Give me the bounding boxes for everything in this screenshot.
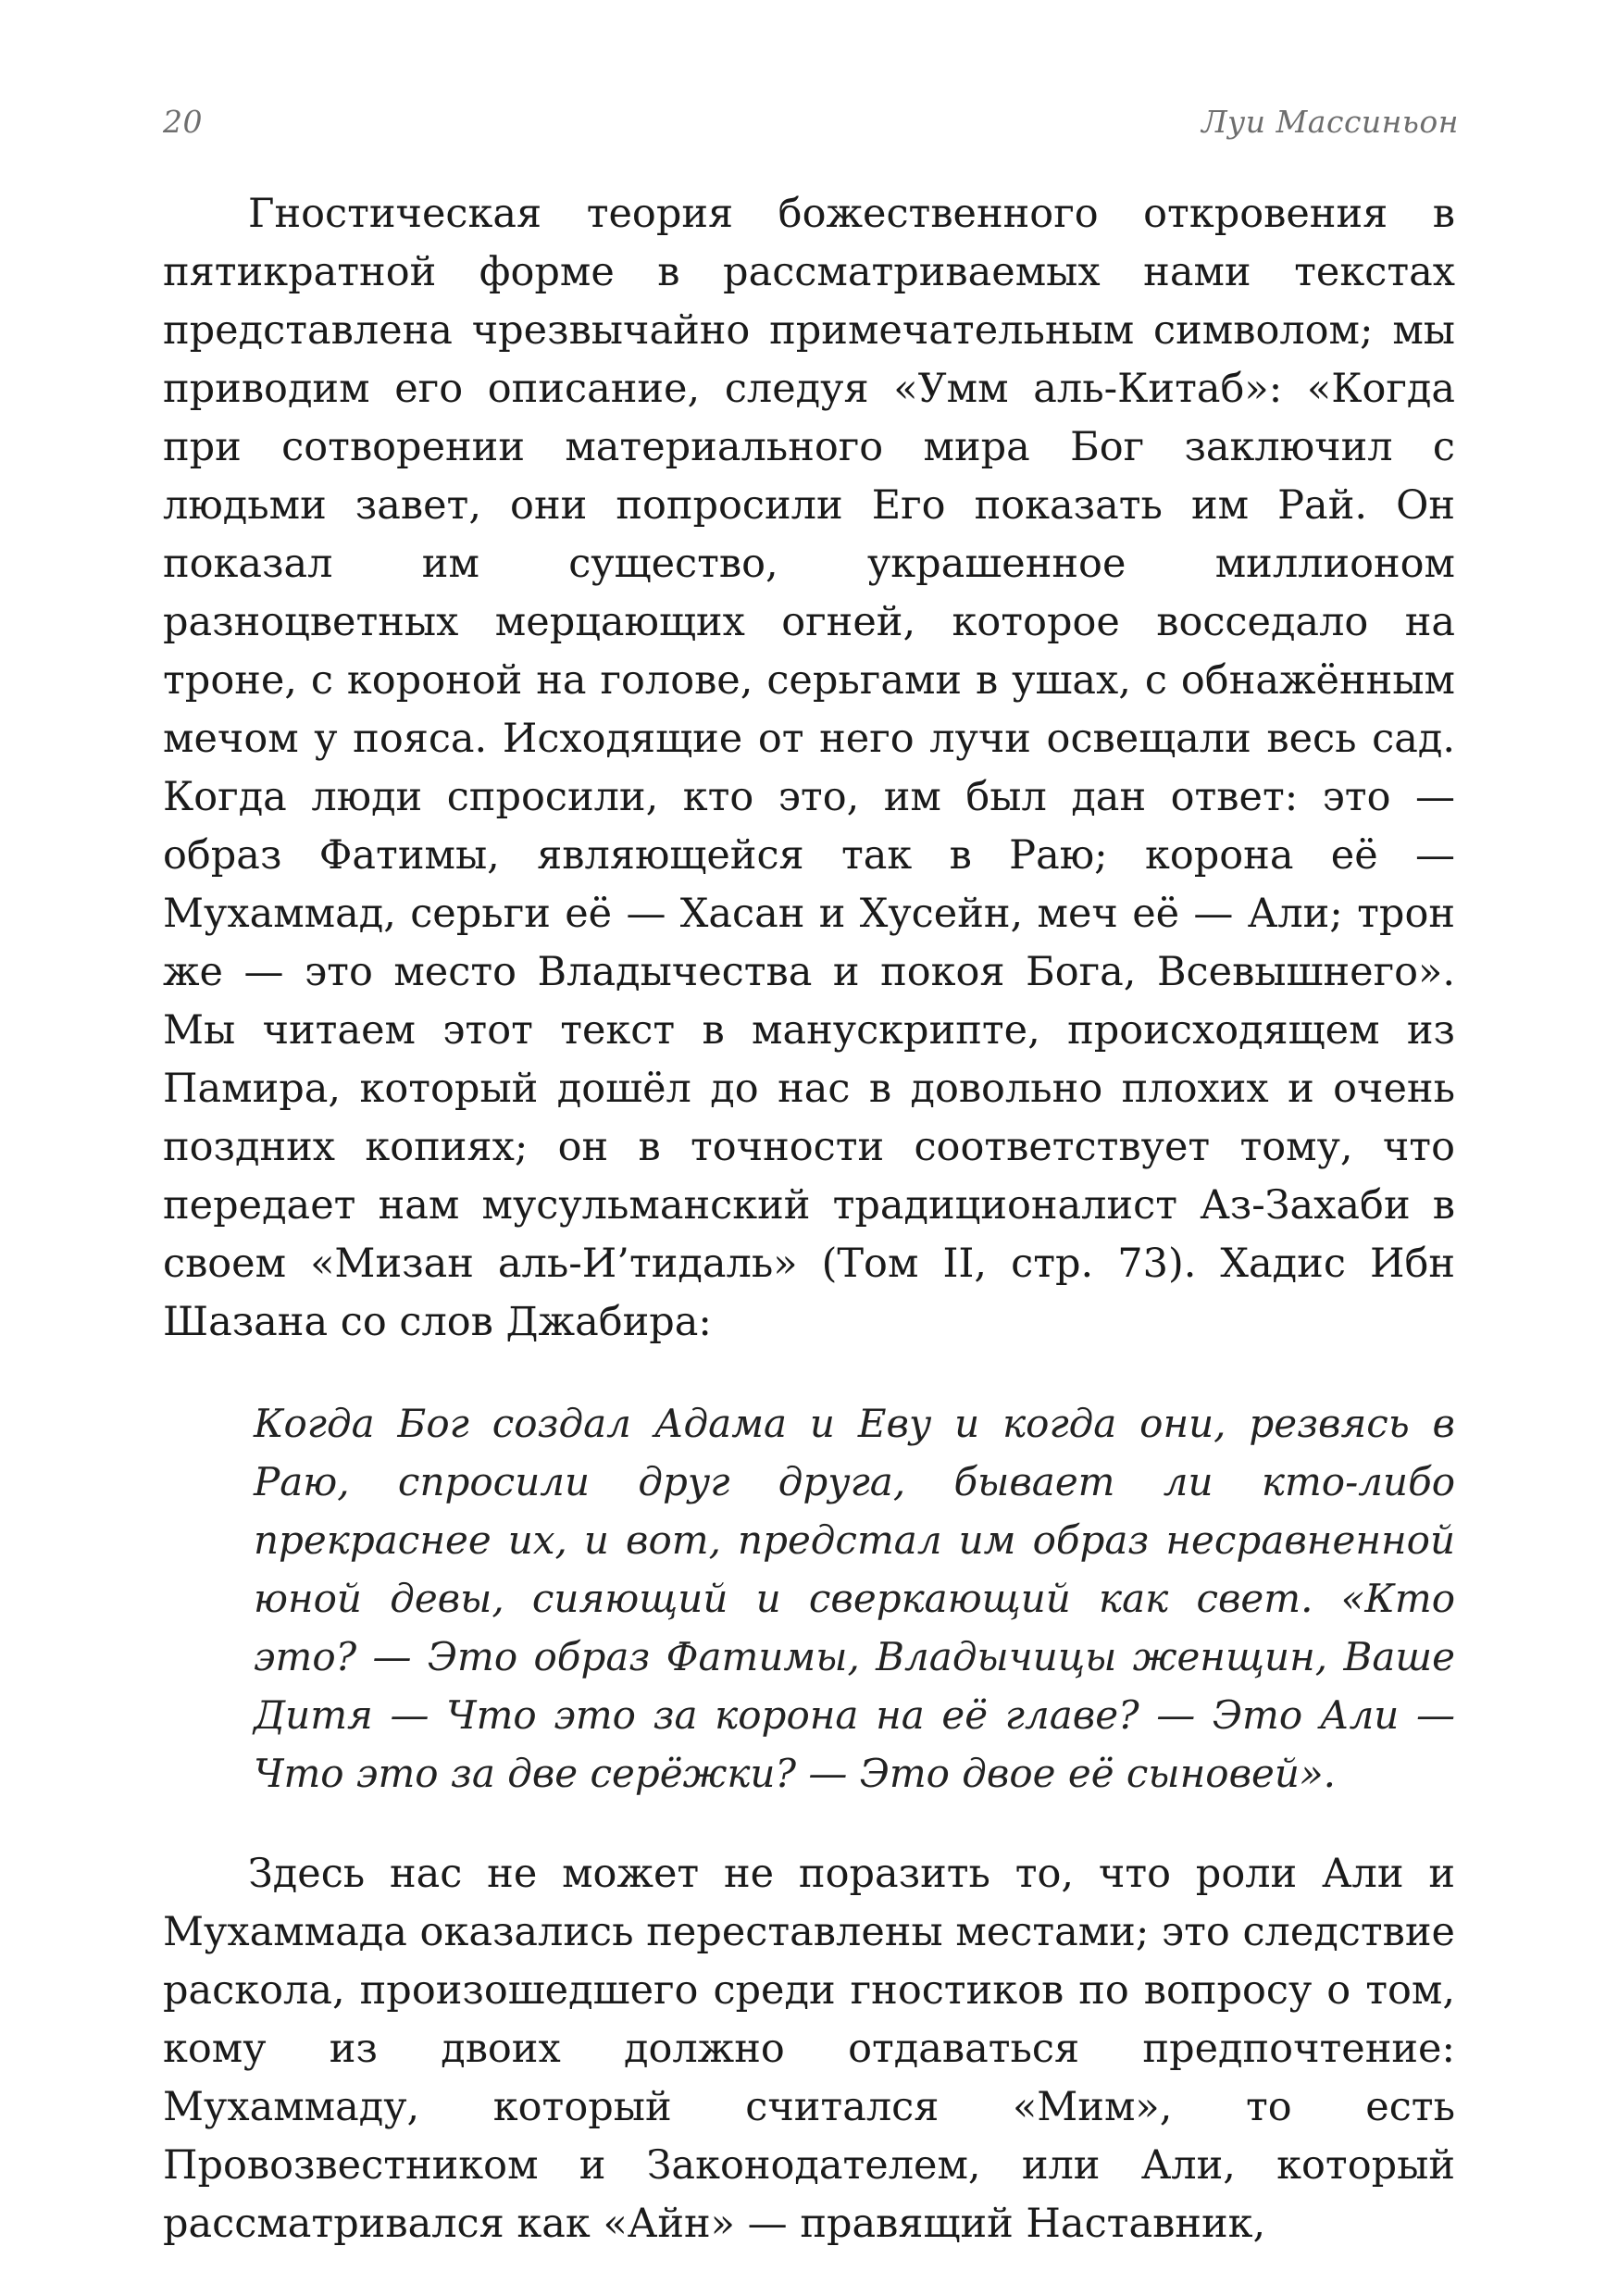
paragraph-1: Гностическая теория божественного откровения в пятикратной форме в рассматриваемых нами текстах представлена чрезвычайно примечательным символом; мы приводим его описание, следуя «Умм аль-Китаб»: «Когда при сотворении материального мира Бог заключил с людьми завет, они попросили Его показать им Рай. Он показал им существо, украшенное миллионом разноцветных мерцающих огней, которое восседало на троне, с короной на голове, серьгами в ушах, с обнажённым мечом у пояса. Исходящие от него лучи освещали весь сад. Когда люди спросили, кто это, им был дан ответ: это — образ Фатимы, являющейся так в Раю; корона её — Мухаммад, серьги её — Хасан и Хусейн, меч её — Али; трон же — это место Владычества и покоя Бога, Всевышнего». Мы читаем этот текст в манускрипте, происходящем из Памира, который дошёл до нас в довольно плохих и очень поздних копиях; он в точности соответствует тому, что передает нам мусульманский традиционалист Аз-Захаби в своем «Мизан аль-И’тидаль» (Том II, стр. 73). Хадис Ибн Шазана со слов Джабира:: [163, 191, 1455, 1345]
body-text: [163, 185, 1455, 2253]
running-head: [0, 104, 1618, 150]
block-quote: Когда Бог создал Адама и Еву и когда они, резвясь в Раю, спросили друг друга, бывает ли кто-либо прекраснее их, и вот, предстал им образ несравненной юной девы, сияющий и сверкающий как свет. «Кто это? — Это образ Фатимы, Владычицы женщин, Ваше Дитя — Что это за корона на её главе? — Это Али — Что это за две серёжки? — Это двое её сыновей».: [254, 1401, 1455, 1796]
paragraph-2: Здесь нас не может не поразить то, что роли Али и Мухаммада оказались переставлены местами; это следствие раскола, произошедшего среди гностиков по вопросу о том, кому из двоих должно отдаваться предпочтение: Мухаммаду, который считался «Мим», то есть Провозвестником и Законодателем, или Али, который рассматривался как «Айн» — правящий Наставник,: [163, 1851, 1455, 2247]
page-number: 20: [163, 104, 203, 140]
running-title: Луи Массиньон: [1201, 104, 1459, 140]
